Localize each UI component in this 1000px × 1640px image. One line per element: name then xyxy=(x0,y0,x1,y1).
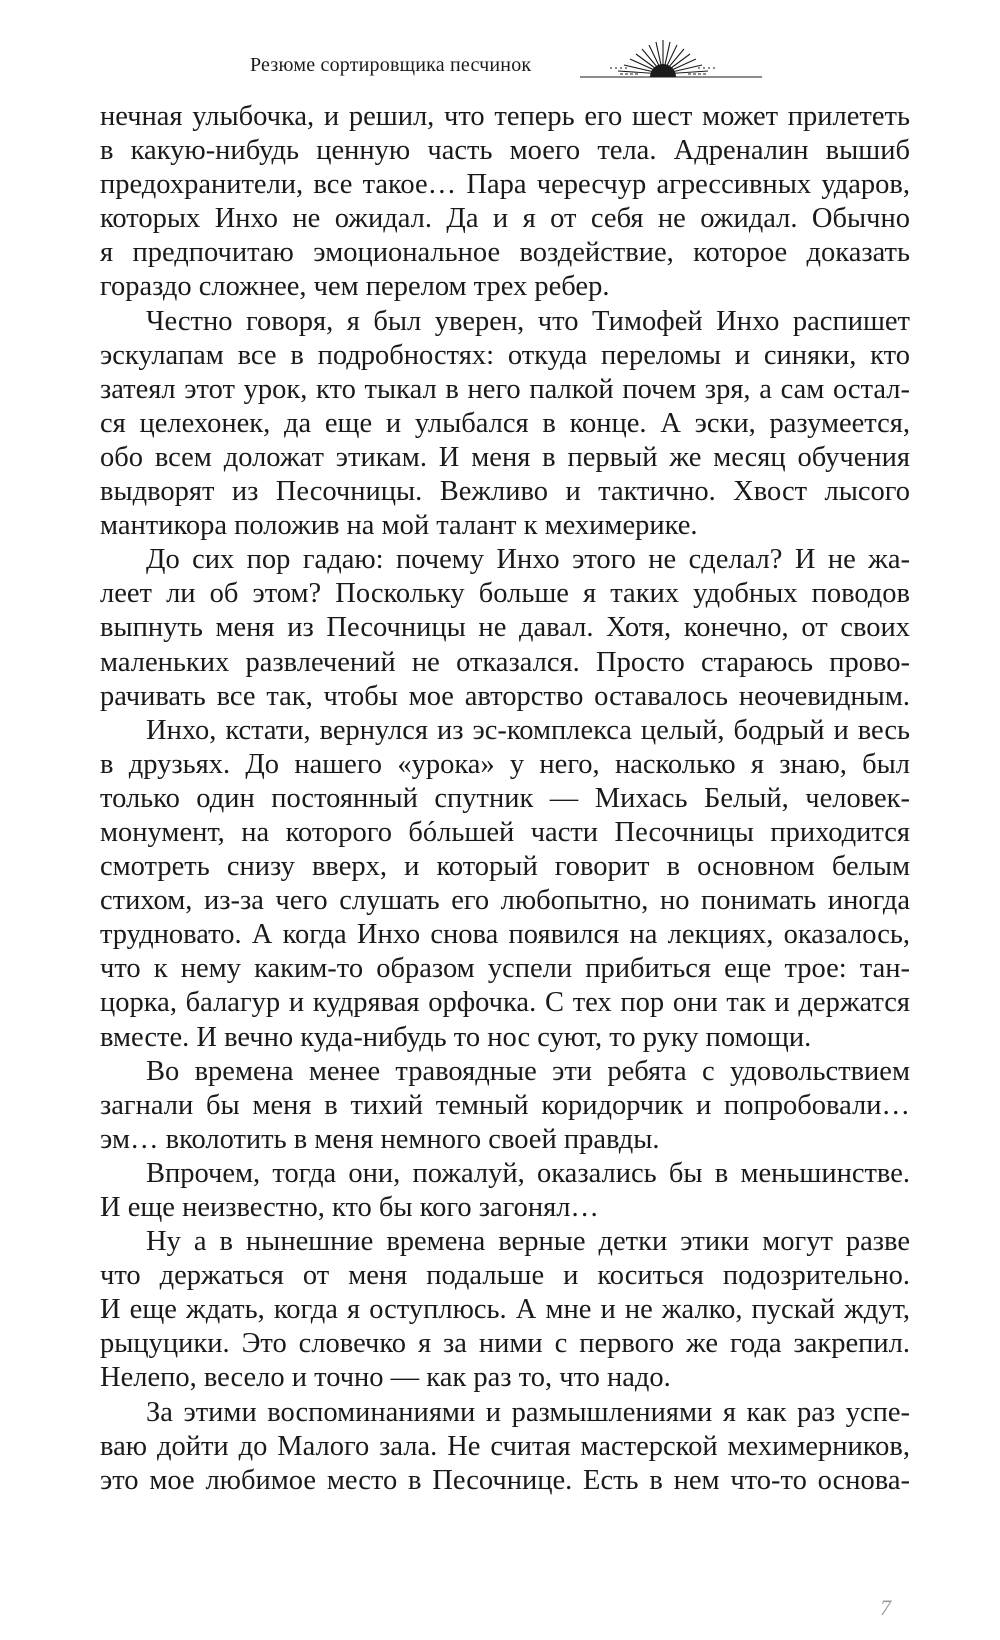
running-header xyxy=(250,40,770,90)
text-line: мантикора положив на мой талант к мехимерике. xyxy=(100,510,698,542)
text-line: цорка, балагур и кудрявая орфочка. С тех пор они так и держатся xyxy=(100,987,910,1019)
text-line: эскулапам все в подробностях: откуда переломы и синяки, кто xyxy=(100,339,910,371)
text-line: предохранители, все такое… Пара чересчур агрессивных ударов, xyxy=(100,169,910,201)
text-line: Во времена менее травоядные эти ребята с удовольствием xyxy=(146,1055,910,1087)
text-line: трудновато. А когда Инхо снова появился на лекциях, оказалось, xyxy=(100,919,910,951)
text-line: выпнуть меня из Песочницы не давал. Хотя, конечно, от своих xyxy=(100,612,910,644)
text-line: И еще ждать, когда я оступлюсь. А мне и не жалко, пускай ждут, xyxy=(100,1294,910,1326)
running-title: Резюме сортировщика песчинок xyxy=(250,54,532,76)
text-line: нечная улыбочка, и решил, что теперь его шест может прилететь xyxy=(100,101,910,132)
text-line: До сих пор гадаю: почему Инхо этого не сделал? И не жа- xyxy=(146,544,910,576)
text-line: загнали бы меня в тихий темный коридорчик и попробовали… xyxy=(100,1089,910,1121)
text-line: смотреть снизу вверх, и который говорит в основном белым xyxy=(100,851,910,883)
text-line: что держаться от меня подальше и коситься подозрительно. xyxy=(100,1260,910,1292)
text-line: стихом, из-за чего слушать его любопытно, но понимать иногда xyxy=(100,885,910,917)
text-line: которых Инхо не ожидал. Да и я от себя не ожидал. Обычно xyxy=(100,203,910,235)
text-line: затеял этот урок, кто тыкал в него палкой почем зря, а сам остал- xyxy=(100,373,910,405)
text-line: гораздо сложнее, чем перелом трех ребер. xyxy=(100,271,610,303)
text-line: ся целехонек, да еще и улыбался в конце. А эски, разумеется, xyxy=(100,407,910,439)
text-line: в друзьях. До нашего «урока» у него, насколько я знаю, был xyxy=(100,748,910,780)
text-line: Впрочем, тогда они, пожалуй, оказались бы в меньшинстве. xyxy=(146,1157,910,1189)
text-line: леет ли об этом? Поскольку больше я таких удобных поводов xyxy=(100,578,910,610)
text-line: Ну а в нынешние времена верные детки этики могут разве xyxy=(146,1226,910,1258)
text-line: Инхо, кстати, вернулся из эс-комплекса целый, бодрый и весь xyxy=(146,714,910,746)
text-line: обо всем доложат этикам. И меня в первый же месяц обучения xyxy=(100,441,910,473)
text-line: это мое любимое место в Песочнице. Есть в нем что-то основа- xyxy=(100,1464,910,1496)
text-line: рыцуцики. Это словечко я за ними с первого же года закрепил. xyxy=(100,1328,910,1360)
text-line: ваю дойти до Малого зала. Не считая мастерской мехимерников, xyxy=(100,1430,910,1462)
text-line: За этими воспоминаниями и размышлениями я как раз успе- xyxy=(146,1396,910,1428)
text-line: И еще неизвестно, кто бы кого загонял… xyxy=(100,1192,599,1223)
text-line: Честно говоря, я был уверен, что Тимофей Инхо распишет xyxy=(146,305,910,337)
text-line: только один постоянный спутник — Михась Белый, человек- xyxy=(100,782,910,814)
text-line: монумент, на которого бóльшей части Песочницы приходится xyxy=(100,816,910,848)
sunburst-ornament-icon xyxy=(580,40,770,86)
text-line: маленьких развлечений не отказался. Просто стараюсь прово- xyxy=(100,646,910,678)
text-line: выдворят из Песочницы. Вежливо и тактично. Хвост лысого xyxy=(100,476,910,508)
text-line: рачивать все так, чтобы мое авторство оставалось неочевидным. xyxy=(100,680,910,712)
text-line: я предпочитаю эмоциональное воздействие, которое доказать xyxy=(100,237,910,269)
text-line: вместе. И вечно куда-нибудь то нос суют, то руку помощи. xyxy=(100,1021,812,1053)
body-text xyxy=(100,100,910,1498)
text-line: что к нему каким-то образом успели прибиться еще трое: тан- xyxy=(100,953,910,985)
page-number: 7 xyxy=(880,1595,891,1620)
text-line: в какую-нибудь ценную часть моего тела. Адреналин вышиб xyxy=(100,135,910,167)
text-line: эм… вколотить в меня немного своей правды. xyxy=(100,1123,660,1155)
text-line: Нелепо, весело и точно — как раз то, что надо. xyxy=(100,1362,671,1394)
